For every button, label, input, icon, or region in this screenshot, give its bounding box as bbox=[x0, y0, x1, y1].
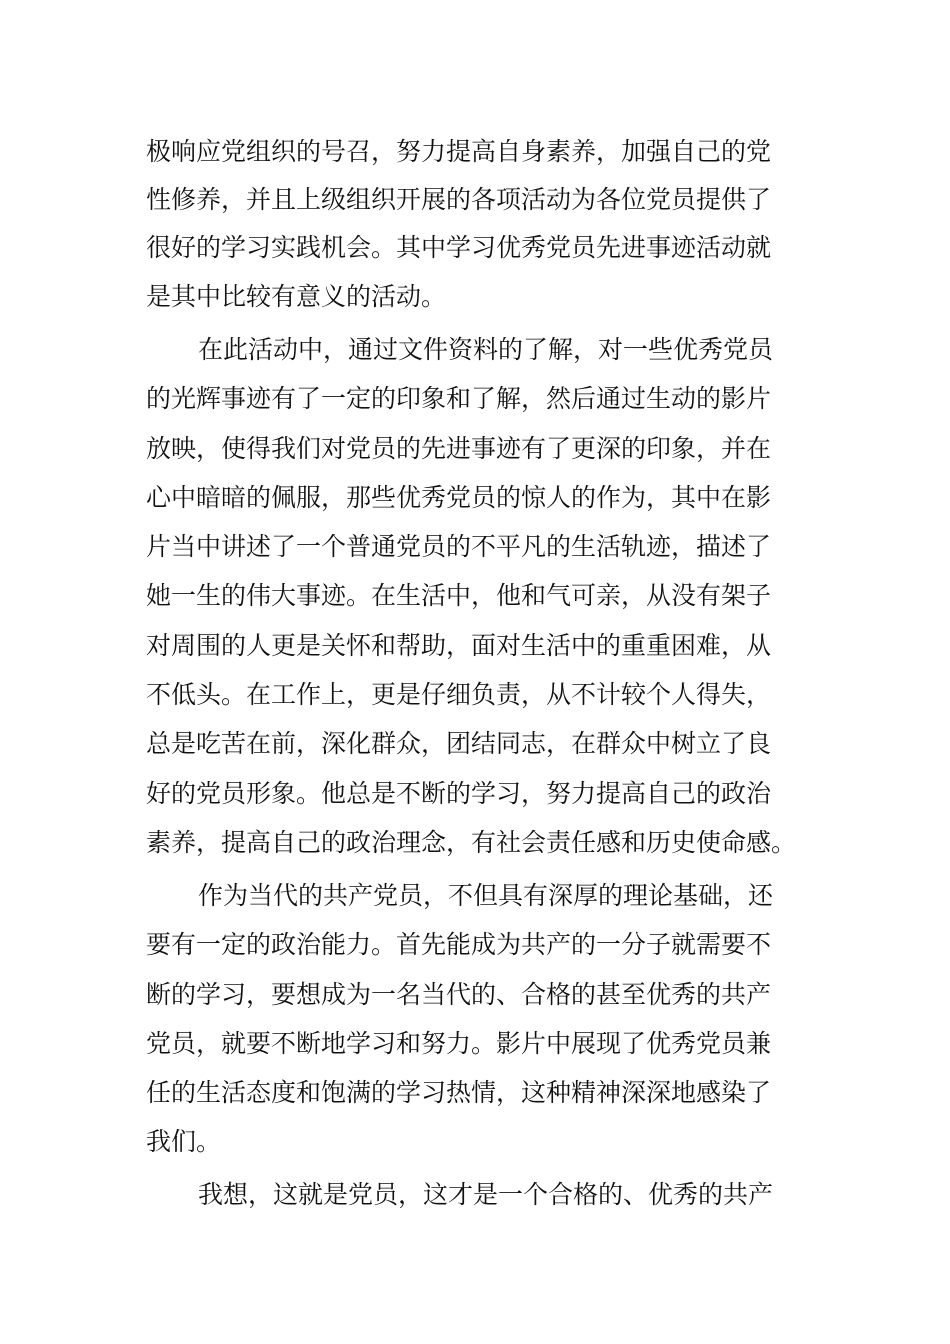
text-line: 党员，就要不断地学习和努力。影片中展现了优秀党员兼 bbox=[146, 1029, 772, 1058]
paragraph-start-line: 我想，这就是党员，这才是一个合格的、优秀的共产 bbox=[198, 1180, 774, 1209]
text-line: 总是吃苦在前，深化群众，团结同志，在群众中树立了良 bbox=[146, 729, 772, 758]
text-line: 我们。 bbox=[146, 1127, 222, 1156]
text-line: 放映，使得我们对党员的先进事迹有了更深的印象，并在 bbox=[146, 434, 772, 463]
text-line: 极响应党组织的号召，努力提高自身素养，加强自己的党 bbox=[146, 137, 772, 166]
text-line: 素养，提高自己的政治理念，有社会责任感和历史使命感。 bbox=[146, 828, 797, 857]
text-line: 对周围的人更是关怀和帮助，面对生活中的重重困难，从 bbox=[146, 631, 772, 660]
paragraph-start-line: 作为当代的共产党员，不但具有深厚的理论基础，还 bbox=[198, 881, 774, 910]
text-line: 心中暗暗的佩服，那些优秀党员的惊人的作为，其中在影 bbox=[146, 483, 772, 512]
text-line: 片当中讲述了一个普通党员的不平凡的生活轨迹，描述了 bbox=[146, 532, 772, 561]
text-line: 性修养，并且上级组织开展的各项活动为各位党员提供了 bbox=[146, 185, 772, 214]
paragraph-start-line: 在此活动中，通过文件资料的了解，对一些优秀党员 bbox=[198, 335, 774, 364]
text-line: 好的党员形象。他总是不断的学习，努力提高自己的政治 bbox=[146, 779, 772, 808]
text-line: 任的生活态度和饱满的学习热情，这种精神深深地感染了 bbox=[146, 1078, 772, 1107]
text-line: 她一生的伟大事迹。在生活中，他和气可亲，从没有架子 bbox=[146, 581, 772, 610]
text-line: 要有一定的政治能力。首先能成为共产的一分子就需要不 bbox=[146, 930, 772, 959]
text-line: 的光辉事迹有了一定的印象和了解，然后通过生动的影片 bbox=[146, 384, 772, 413]
text-line: 断的学习，要想成为一名当代的、合格的甚至优秀的共产 bbox=[146, 980, 772, 1009]
text-line: 是其中比较有意义的活动。 bbox=[146, 282, 447, 311]
text-line: 不低头。在工作上，更是仔细负责，从不计较个人得失， bbox=[146, 680, 772, 709]
text-line: 很好的学习实践机会。其中学习优秀党员先进事迹活动就 bbox=[146, 233, 772, 262]
